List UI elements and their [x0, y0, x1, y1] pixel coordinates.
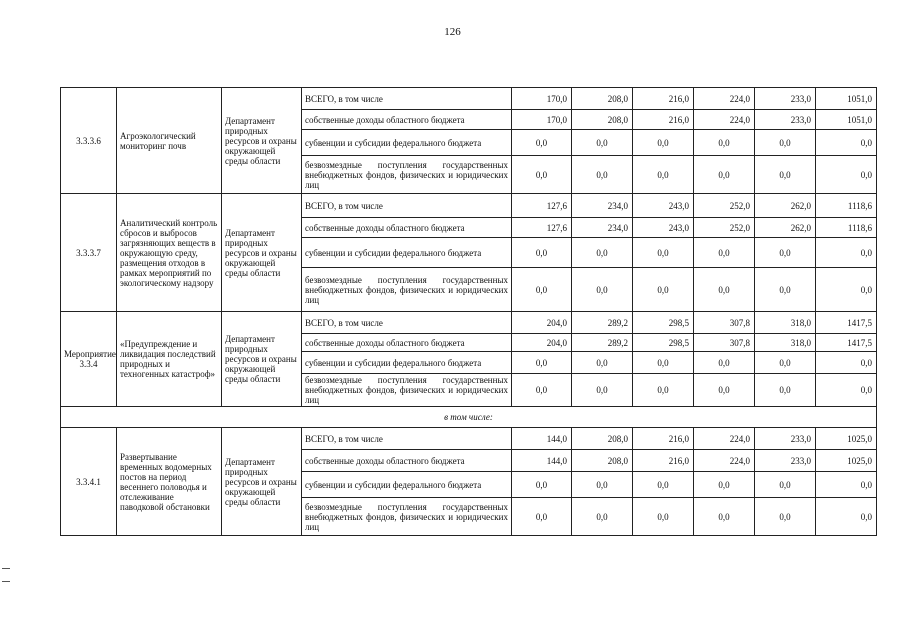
value-cell: 0,0 [755, 268, 816, 312]
funding-source-label: собственные доходы областного бюджета [302, 334, 512, 352]
funding-source-label: безвозмездные поступления государственных внебюджетных фондов, физических и юридических лиц [302, 498, 512, 536]
value-cell: 0,0 [816, 352, 877, 374]
value-cell: 0,0 [694, 130, 755, 156]
funding-source-label: собственные доходы областного бюджета [302, 450, 512, 472]
value-cell: 307,8 [694, 312, 755, 334]
value-cell: 208,0 [572, 88, 633, 110]
value-cell: 208,0 [572, 450, 633, 472]
responsible-department: Департамент природных ресурсов и охраны окружающей среды области [222, 88, 302, 194]
value-cell: 0,0 [512, 130, 572, 156]
value-cell: 224,0 [694, 88, 755, 110]
value-cell: 289,2 [572, 312, 633, 334]
value-cell: 127,6 [512, 194, 572, 218]
table-row [61, 88, 877, 110]
value-cell: 1417,5 [816, 312, 877, 334]
item-name: Агроэкологический мониторинг почв [117, 88, 222, 194]
value-cell: 0,0 [694, 374, 755, 407]
value-cell: 0,0 [572, 268, 633, 312]
table-body [61, 88, 877, 536]
funding-source-label: субвенции и субсидии федерального бюджета [302, 238, 512, 268]
edge-mark [2, 581, 10, 582]
item-code: Мероприятие 3.3.4 [61, 312, 117, 407]
value-cell: 0,0 [633, 352, 694, 374]
value-cell: 170,0 [512, 110, 572, 130]
value-cell: 0,0 [572, 498, 633, 536]
responsible-department: Департамент природных ресурсов и охраны окружающей среды области [222, 428, 302, 536]
item-name: «Предупреждение и ликвидация последствий природных и техногенных катастроф» [117, 312, 222, 407]
value-cell: 224,0 [694, 110, 755, 130]
value-cell: 0,0 [755, 472, 816, 498]
value-cell: 298,5 [633, 312, 694, 334]
funding-source-label: субвенции и субсидии федерального бюджета [302, 130, 512, 156]
value-cell: 0,0 [694, 268, 755, 312]
value-cell: 0,0 [633, 498, 694, 536]
value-cell: 252,0 [694, 218, 755, 238]
value-cell: 216,0 [633, 88, 694, 110]
value-cell: 0,0 [694, 156, 755, 194]
value-cell: 0,0 [512, 374, 572, 407]
value-cell: 243,0 [633, 194, 694, 218]
value-cell: 0,0 [633, 268, 694, 312]
value-cell: 216,0 [633, 428, 694, 450]
value-cell: 262,0 [755, 194, 816, 218]
value-cell: 233,0 [755, 450, 816, 472]
value-cell: 0,0 [816, 156, 877, 194]
value-cell: 0,0 [755, 352, 816, 374]
value-cell: 0,0 [572, 472, 633, 498]
funding-source-label: безвозмездные поступления государственных внебюджетных фондов, физических и юридических лиц [302, 268, 512, 312]
edge-mark [2, 568, 10, 569]
value-cell: 234,0 [572, 194, 633, 218]
value-cell: 252,0 [694, 194, 755, 218]
value-cell: 1118,6 [816, 218, 877, 238]
value-cell: 144,0 [512, 428, 572, 450]
funding-source-label: собственные доходы областного бюджета [302, 218, 512, 238]
value-cell: 1051,0 [816, 110, 877, 130]
page-number: 126 [444, 26, 461, 38]
funding-source-label: ВСЕГО, в том числе [302, 428, 512, 450]
funding-source-label: ВСЕГО, в том числе [302, 88, 512, 110]
value-cell: 0,0 [694, 238, 755, 268]
value-cell: 1118,6 [816, 194, 877, 218]
value-cell: 0,0 [633, 156, 694, 194]
value-cell: 0,0 [572, 156, 633, 194]
value-cell: 233,0 [755, 110, 816, 130]
funding-source-label: ВСЕГО, в том числе [302, 312, 512, 334]
value-cell: 0,0 [755, 374, 816, 407]
subitems-separator: в том числе: [61, 407, 877, 428]
funding-source-label: субвенции и субсидии федерального бюджета [302, 472, 512, 498]
responsible-department: Департамент природных ресурсов и охраны окружающей среды области [222, 194, 302, 312]
value-cell: 224,0 [694, 450, 755, 472]
value-cell: 234,0 [572, 218, 633, 238]
funding-source-label: субвенции и субсидии федерального бюджета [302, 352, 512, 374]
table-row [61, 428, 877, 450]
value-cell: 0,0 [633, 130, 694, 156]
value-cell: 0,0 [816, 374, 877, 407]
item-name: Развертывание временных водомерных постов на период весеннего половодья и отслеживание паводковой обстановки [117, 428, 222, 536]
value-cell: 144,0 [512, 450, 572, 472]
value-cell: 0,0 [816, 268, 877, 312]
value-cell: 0,0 [572, 352, 633, 374]
value-cell: 204,0 [512, 334, 572, 352]
value-cell: 0,0 [512, 156, 572, 194]
scan-edge-marks [2, 568, 12, 594]
value-cell: 0,0 [633, 374, 694, 407]
responsible-department: Департамент природных ресурсов и охраны окружающей среды области [222, 312, 302, 407]
value-cell: 0,0 [816, 130, 877, 156]
value-cell: 307,8 [694, 334, 755, 352]
value-cell: 127,6 [512, 218, 572, 238]
value-cell: 0,0 [694, 352, 755, 374]
value-cell: 298,5 [633, 334, 694, 352]
value-cell: 1025,0 [816, 428, 877, 450]
value-cell: 170,0 [512, 88, 572, 110]
budget-table [60, 87, 877, 536]
funding-source-label: безвозмездные поступления государственных внебюджетных фондов, физических и юридических лиц [302, 156, 512, 194]
funding-source-label: ВСЕГО, в том числе [302, 194, 512, 218]
funding-source-label: безвозмездные поступления государственных внебюджетных фондов, физических и юридических лиц [302, 374, 512, 407]
value-cell: 233,0 [755, 88, 816, 110]
value-cell: 0,0 [512, 238, 572, 268]
funding-source-label: собственные доходы областного бюджета [302, 110, 512, 130]
value-cell: 0,0 [572, 374, 633, 407]
value-cell: 1417,5 [816, 334, 877, 352]
value-cell: 0,0 [512, 352, 572, 374]
value-cell: 208,0 [572, 110, 633, 130]
value-cell: 0,0 [816, 472, 877, 498]
value-cell: 289,2 [572, 334, 633, 352]
value-cell: 0,0 [694, 472, 755, 498]
value-cell: 233,0 [755, 428, 816, 450]
value-cell: 0,0 [572, 130, 633, 156]
value-cell: 0,0 [512, 472, 572, 498]
value-cell: 0,0 [755, 238, 816, 268]
value-cell: 216,0 [633, 110, 694, 130]
item-code: 3.3.4.1 [61, 428, 117, 536]
value-cell: 0,0 [512, 268, 572, 312]
value-cell: 0,0 [694, 498, 755, 536]
value-cell: 1051,0 [816, 88, 877, 110]
value-cell: 0,0 [512, 498, 572, 536]
value-cell: 0,0 [755, 156, 816, 194]
value-cell: 216,0 [633, 450, 694, 472]
value-cell: 204,0 [512, 312, 572, 334]
value-cell: 0,0 [816, 498, 877, 536]
value-cell: 243,0 [633, 218, 694, 238]
value-cell: 0,0 [816, 238, 877, 268]
value-cell: 0,0 [633, 238, 694, 268]
table-row [61, 312, 877, 334]
item-code: 3.3.3.6 [61, 88, 117, 194]
value-cell: 318,0 [755, 312, 816, 334]
value-cell: 0,0 [572, 238, 633, 268]
value-cell: 1025,0 [816, 450, 877, 472]
value-cell: 0,0 [755, 498, 816, 536]
value-cell: 318,0 [755, 334, 816, 352]
table-row [61, 194, 877, 218]
value-cell: 208,0 [572, 428, 633, 450]
table-row [61, 407, 877, 428]
value-cell: 262,0 [755, 218, 816, 238]
value-cell: 224,0 [694, 428, 755, 450]
value-cell: 0,0 [755, 130, 816, 156]
item-code: 3.3.3.7 [61, 194, 117, 312]
item-name: Аналитический контроль сбросов и выбросов загрязняющих веществ в окружающую среду, размещения отходов в рамках мероприятий по экологическому надзору [117, 194, 222, 312]
value-cell: 0,0 [633, 472, 694, 498]
